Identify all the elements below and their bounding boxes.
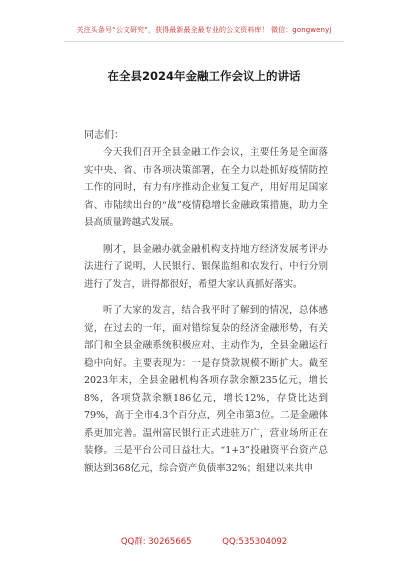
footer-qq-group: QQ群: 30265665 (120, 537, 192, 547)
paragraph-3: 听了大家的发言，结合我平时了解到的情况，总体感觉，在过去的一年，面对错综复杂的经济金融形势，有关部门和全县金融系统积极应对、主动作为，全县金融运行稳中向好。主要表现为：一是存贷款规模不断扩大。截至2023年末，全县金融机构各项存款余额235亿元，增长8%，各项贷款余额186亿元，增长12%，存贷比达到79%，高于全市4.3个百分点，列全市第3位。二是金融体系更加完善。温州富民银行正式进驻万广，营业场所正在装修。三是平台公司日益壮大。“1+3”投融资平台资产总额达到368亿元，综合资产负债率32%；组建以来共申 (84, 305, 328, 474)
header-divider (64, 41, 344, 42)
header-banner: 关注头条号“公文研究”，获得最新最全最专业的公文资料库！ 微信：gongwenyj (76, 26, 332, 34)
paragraph-2: 刚才，县金融办就金融机构支持地方经济发展考评办法进行了说明，人民银行、银保监组和农发行、中行分别进行了发言，讲得都很好，希望大家认真抓好落实。 (84, 243, 328, 290)
footer-qq-number: QQ:535304092 (222, 537, 288, 547)
salutation: 同志们： (84, 130, 124, 141)
footer-contact (0, 535, 408, 547)
document-title: 在全县2024年金融工作会议上的讲话 (107, 69, 301, 83)
paragraph-1: 今天我们召开全县金融工作会议，主要任务是全面落实中央、省、市各项决策部署，在全力以赴抓好疫情防控工作的同时，有力有序推动企业复工复产，用好用足国家省、市陆续出台的“战”疫情稳增长金融政策措施，助力全县高质量跨越式发展。 (84, 147, 328, 228)
document-body (84, 144, 328, 486)
